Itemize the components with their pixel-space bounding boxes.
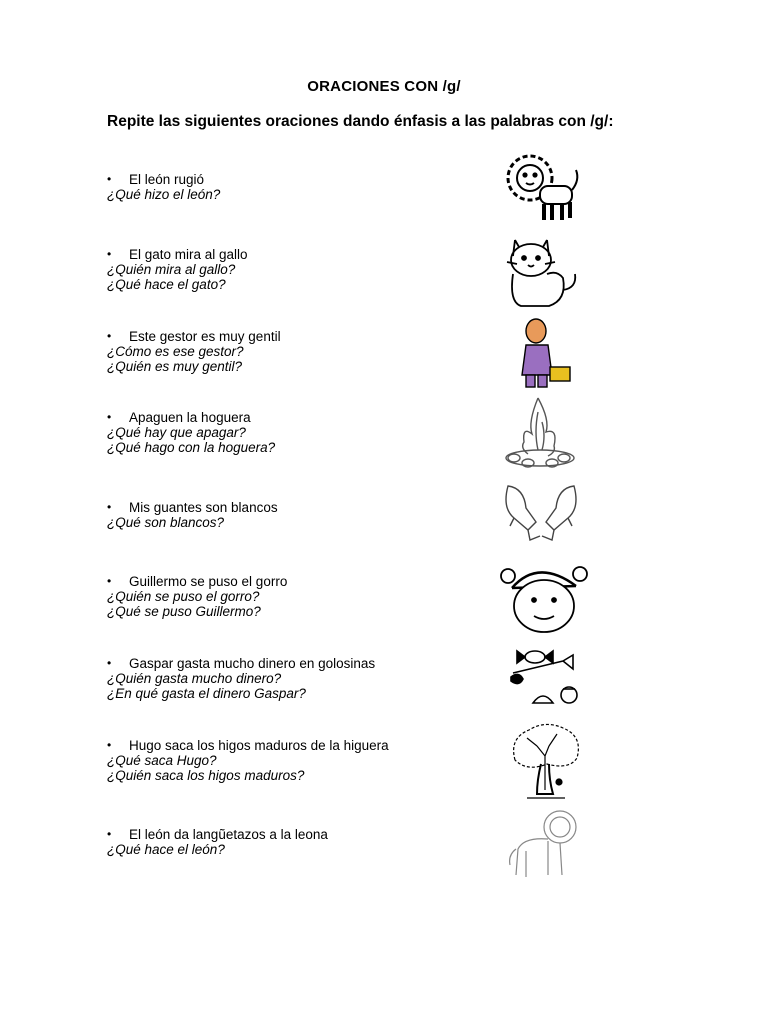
question: ¿Cómo es ese gestor? bbox=[107, 344, 244, 359]
question: ¿Qué se puso Guillermo? bbox=[107, 604, 261, 619]
list-item bbox=[107, 247, 487, 292]
sentence: El león rugió bbox=[129, 172, 205, 187]
list-item bbox=[107, 500, 487, 530]
sentence: Gaspar gasta mucho dinero en golosinas bbox=[129, 656, 376, 671]
sentence: Guillermo se puso el gorro bbox=[129, 574, 288, 589]
gloves-icon bbox=[500, 478, 582, 548]
bullet: • bbox=[107, 410, 112, 424]
question: ¿Quién se puso el gorro? bbox=[107, 589, 260, 604]
bullet: • bbox=[107, 247, 112, 261]
question: ¿Quién es muy gentil? bbox=[107, 359, 243, 374]
instruction-text: Repite las siguientes oraciones dando énfasis a las palabras con /g/: bbox=[107, 113, 614, 130]
list-item bbox=[107, 410, 487, 455]
question: ¿Qué hace el gato? bbox=[107, 277, 226, 292]
child-hat-icon bbox=[498, 562, 590, 638]
sentence: El gato mira al gallo bbox=[129, 247, 248, 262]
question: ¿Qué hago con la hoguera? bbox=[107, 440, 276, 455]
list-item bbox=[107, 827, 487, 857]
sentence: Mis guantes son blancos bbox=[129, 500, 278, 515]
sentence: Hugo saca los higos maduros de la higuera bbox=[129, 738, 389, 753]
list-item bbox=[107, 656, 487, 701]
bullet: • bbox=[107, 329, 112, 343]
page-title: ORACIONES CON /g/ bbox=[307, 78, 461, 95]
bullet: • bbox=[107, 827, 112, 841]
businessman-icon bbox=[512, 315, 576, 391]
suit bbox=[522, 345, 552, 375]
lion-icon bbox=[500, 150, 582, 224]
sentence: Apaguen la hoguera bbox=[129, 410, 251, 425]
question: ¿Qué hizo el león? bbox=[107, 187, 221, 202]
bullet: • bbox=[107, 574, 112, 588]
question: ¿Quién mira al gallo? bbox=[107, 262, 236, 277]
question: ¿Qué son blancos? bbox=[107, 515, 225, 530]
bullet: • bbox=[107, 738, 112, 752]
list-item bbox=[107, 329, 487, 374]
question: ¿Qué hay que apagar? bbox=[107, 425, 246, 440]
candies-icon bbox=[503, 643, 585, 711]
list-item bbox=[107, 738, 487, 783]
sentence: Este gestor es muy gentil bbox=[129, 329, 281, 344]
bonfire-icon bbox=[498, 392, 582, 472]
list-item bbox=[107, 172, 487, 202]
list-item bbox=[107, 574, 487, 619]
question: ¿Quién gasta mucho dinero? bbox=[107, 671, 282, 686]
question: ¿Qué saca Hugo? bbox=[107, 753, 217, 768]
question: ¿En qué gasta el dinero Gaspar? bbox=[107, 686, 306, 701]
fig-tree-icon bbox=[507, 720, 585, 802]
sentence: El león da langũetazos a la leona bbox=[129, 827, 328, 842]
bullet: • bbox=[107, 656, 112, 670]
question: ¿Qué hace el león? bbox=[107, 842, 225, 857]
face bbox=[526, 319, 546, 343]
question: ¿Quién saca los higos maduros? bbox=[107, 768, 305, 783]
briefcase bbox=[550, 367, 570, 381]
bullet: • bbox=[107, 500, 112, 514]
lion-standing-icon bbox=[504, 805, 584, 881]
bullet: • bbox=[107, 172, 112, 186]
cat-icon bbox=[503, 230, 581, 310]
